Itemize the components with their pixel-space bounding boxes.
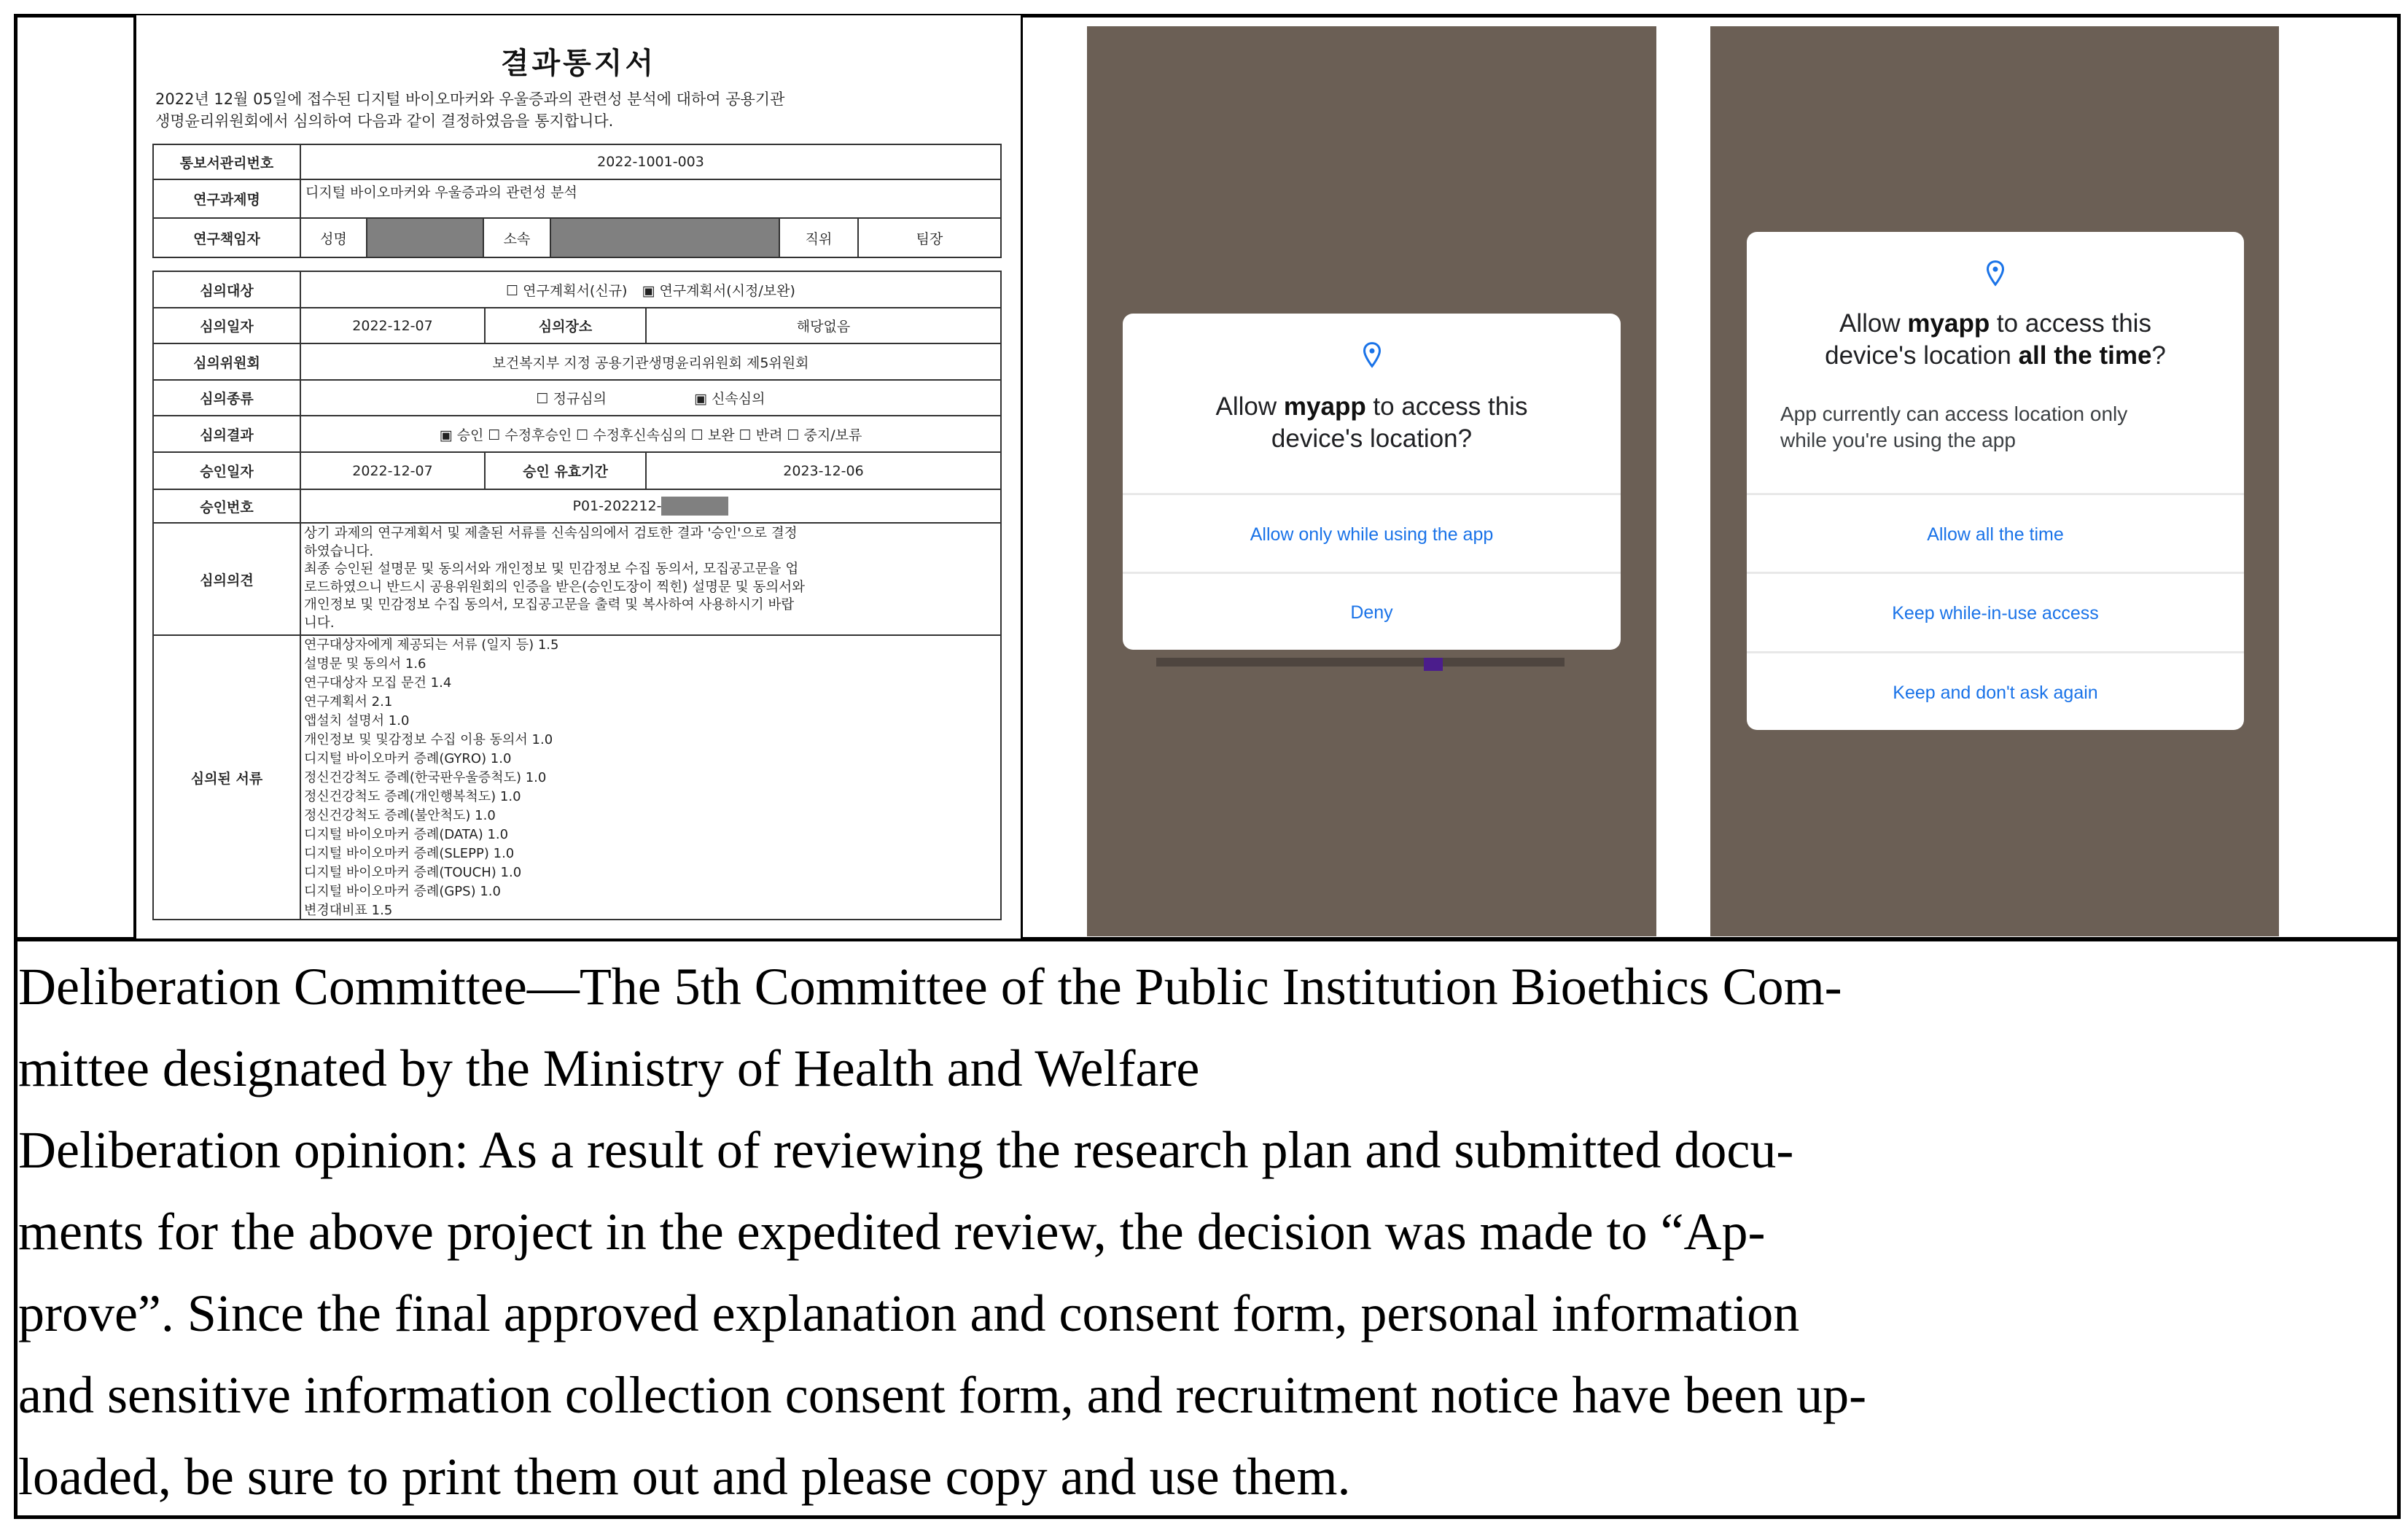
validity-label: 승인 유효기간 — [484, 451, 647, 490]
notice-number-label: 통보서관리번호 — [152, 144, 301, 180]
document-item: 연구대상자에게 제공되는 서류 (일지 등) 1.5 — [304, 637, 559, 653]
caption-line: and sensitive information collection consent form, and recruitment notice have been up- — [18, 1366, 1867, 1424]
caption-line: Deliberation opinion: As a result of reviewing the research plan and submitted docu- — [18, 1121, 1794, 1179]
review-type-label: 심의종류 — [152, 379, 301, 416]
document-item: 정신건강척도 증례(개인행복척도) 1.0 — [304, 789, 521, 804]
keep-dont-ask-again-button[interactable]: Keep and don't ask again — [1747, 651, 2244, 730]
document-item: 설명문 및 동의서 1.6 — [304, 656, 426, 672]
document-item: 변경대비표 1.5 — [304, 903, 393, 918]
document-item: 개인정보 및 및감정보 수집 이용 동의서 1.0 — [304, 732, 553, 747]
pi-name-label: 성명 — [300, 217, 367, 258]
dialog-title: Allow myapp to access this device's location? — [1215, 392, 1528, 453]
validity-value: 2023-12-06 — [645, 451, 1002, 490]
review-target-options — [300, 271, 1002, 308]
committee-label: 심의위원회 — [152, 343, 301, 381]
review-result-options: ▣ 승인 ☐ 수정후승인 ☐ 수정후신속심의 ☐ 보완 ☐ 반려 ☐ 중지/보류 — [300, 415, 1002, 453]
permission-dialog — [1747, 232, 2244, 730]
pi-position-value: 팀장 — [857, 217, 1002, 258]
document-title: 결과통지서 — [500, 47, 657, 80]
reviewed-documents-list — [300, 634, 1002, 920]
redacted-affiliation — [550, 217, 780, 258]
document-item: 디지털 바이오마커 증례(DATA) 1.0 — [304, 827, 509, 842]
committee-value: 보건복지부 지정 공용기관생명윤리위원회 제5위원회 — [300, 343, 1002, 381]
checkbox-new-plan: ☐ 연구계획서(신규) — [506, 282, 628, 299]
caption-line: prove”. Since the final approved explanation and consent form, personal information — [18, 1284, 1800, 1343]
caption-line: ments for the above project in the expedited review, the decision was made to “Ap- — [18, 1202, 1766, 1261]
pi-affiliation-label: 소속 — [483, 217, 551, 258]
document-item: 디지털 바이오마커 증례(TOUCH) 1.0 — [304, 865, 522, 880]
project-title-value: 디지털 바이오마커와 우울증과의 관련성 분석 — [300, 179, 1002, 219]
document-item: 디지털 바이오마커 증례(GPS) 1.0 — [304, 884, 501, 899]
document-item: 정신건강척도 증례(불안척도) 1.0 — [304, 808, 496, 823]
result-notice-document — [133, 15, 1023, 939]
permission-dialog — [1123, 314, 1621, 650]
app-name: myapp — [1907, 309, 1990, 338]
allow-all-the-time-button[interactable]: Allow all the time — [1747, 493, 2244, 574]
notice-number-value: 2022-1001-003 — [300, 144, 1002, 180]
background-app-badge — [1424, 658, 1443, 671]
approval-number-label: 승인번호 — [152, 489, 301, 524]
approval-number-value — [300, 489, 1002, 524]
intro-line: 2022년 12월 05일에 접수된 디지털 바이오마커와 우울증과의 관련성 분석에 대하여 공용기관 — [155, 90, 785, 108]
keep-while-in-use-button[interactable]: Keep while-in-use access — [1747, 572, 2244, 653]
location-pin-icon — [1985, 260, 2006, 287]
opinion-label: 심의의견 — [152, 522, 301, 636]
phone-screen-background-location-permission — [1710, 26, 2279, 936]
checkbox-revised-plan: ▣ 연구계획서(시정/보완) — [642, 282, 795, 299]
review-target-label: 심의대상 — [152, 271, 301, 308]
approval-number-text: P01-202212- — [572, 498, 662, 514]
pi-position-label: 직위 — [779, 217, 859, 258]
reviewed-documents-label: 심의된 서류 — [152, 634, 301, 920]
review-result-label: 심의결과 — [152, 415, 301, 453]
app-name: myapp — [1283, 392, 1366, 421]
intro-line: 생명윤리위원회에서 심의하여 다음과 같이 결정하였음을 통지합니다. — [155, 112, 614, 130]
opinion-line: 하였습니다. — [304, 543, 374, 559]
background-app-text — [1156, 658, 1565, 667]
pi-label: 연구책임자 — [152, 217, 301, 258]
opinion-line: 상기 과제의 연구계획서 및 제출된 서류를 신속심의에서 검토한 결과 '승인'으로 결정 — [304, 526, 798, 541]
caption-line: mittee designated by the Ministry of Health and Welfare — [18, 1039, 1200, 1097]
redacted-name — [366, 217, 484, 258]
opinion-line: 개인정보 및 민감정보 수집 동의서, 모집공고문을 출력 및 복사하여 사용하시기 바랍 — [304, 597, 795, 613]
review-date-value: 2022-12-07 — [300, 307, 486, 344]
project-title-label: 연구과제명 — [152, 179, 301, 219]
redacted-approval-suffix — [661, 497, 728, 516]
opinion-line: 로드하였으니 반드시 공용위원회의 인증을 받은(승인도장이 찍힌) 설명문 및 동의서와 — [304, 579, 805, 595]
allow-while-using-button[interactable]: Allow only while using the app — [1123, 493, 1621, 574]
document-item: 디지털 바이오마커 증례(GYRO) 1.0 — [304, 751, 512, 766]
document-item: 앱설치 설명서 1.0 — [304, 713, 410, 728]
checkbox-expedited-review: ▣ 신속심의 — [694, 391, 765, 407]
document-intro — [155, 88, 1008, 132]
document-item: 연구계획서 2.1 — [304, 694, 393, 710]
dialog-subtitle: App currently can access location only while you're using the app — [1780, 403, 2128, 451]
document-item: 디지털 바이오마커 증례(SLEPP) 1.0 — [304, 846, 515, 861]
caption-line: loaded, be sure to print them out and please copy and use them. — [18, 1448, 1351, 1506]
review-place-label: 심의장소 — [484, 307, 647, 344]
dialog-title: Allow myapp to access this device's location all the time? — [1825, 309, 2166, 370]
approval-date-label: 승인일자 — [152, 451, 301, 490]
opinion-text — [300, 522, 1002, 636]
phone-screen-location-permission — [1087, 26, 1656, 936]
caption-line: Deliberation Committee—The 5th Committee of the Public Institution Bioethics Com- — [18, 957, 1842, 1016]
location-pin-icon — [1362, 341, 1382, 369]
document-item: 정신건강척도 증례(한국판우울증척도) 1.0 — [304, 770, 547, 785]
deny-button[interactable]: Deny — [1123, 572, 1621, 650]
review-date-label: 심의일자 — [152, 307, 301, 344]
opinion-line: 니다. — [304, 615, 335, 631]
document-item: 연구대상자 모집 문건 1.4 — [304, 675, 452, 691]
opinion-line: 최종 승인된 설명문 및 동의서와 개인정보 및 민감정보 수집 동의서, 모집공고문을 업 — [304, 562, 799, 577]
review-type-options — [300, 379, 1002, 416]
review-place-value: 해당없음 — [645, 307, 1002, 344]
checkbox-regular-review: ☐ 정규심의 — [536, 391, 607, 407]
approval-date-value: 2022-12-07 — [300, 451, 486, 490]
